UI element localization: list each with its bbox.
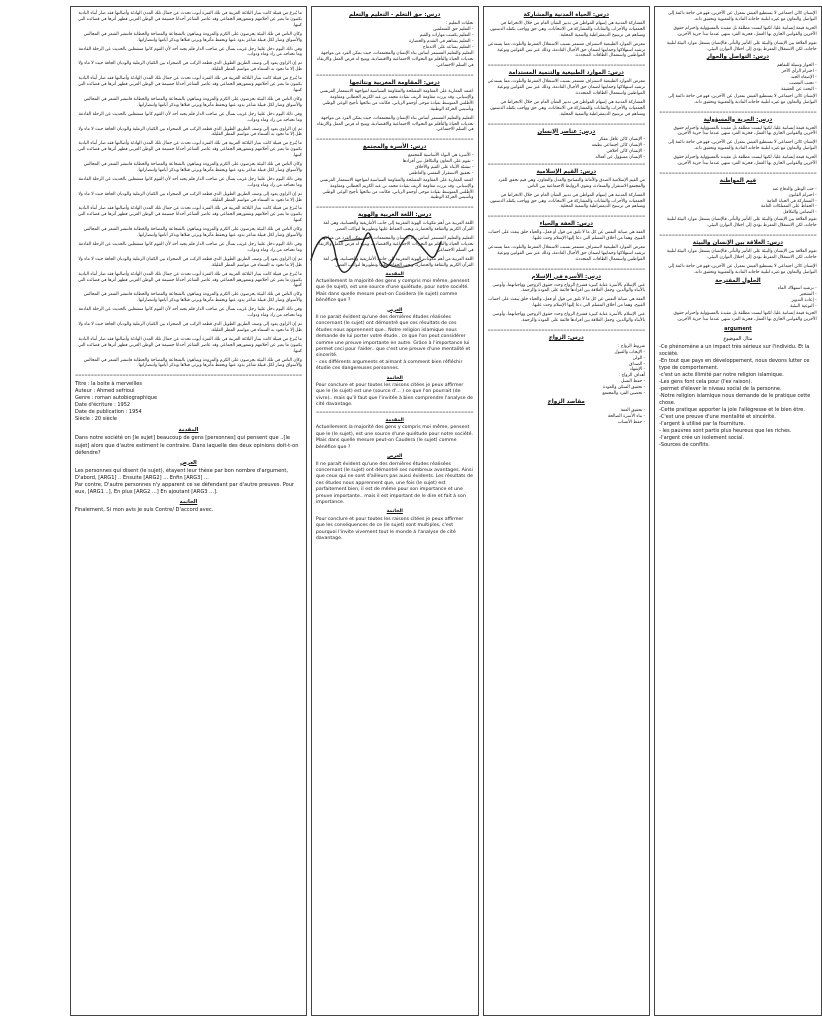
- section-heading: درس: العلاقة بين الإنسان والبيئة: [692, 240, 784, 246]
- essay-question: Mais dans quelle mesure peut-on Cosidera (le sujet) comme bénéfice que ?: [315, 291, 458, 304]
- col1-paragraph: ما يُنزع من قبيلة كانت بتيار البلاغة العربية في تلك الفترة أيوب تحدث عن جمال تلك المدن الهادئة وأصالتها فقد صار أبناء البادية يكتبون ما يعبر عن أحلامهم وشعورهم الجماعي وقد عاصر الشاعر أحداثا جسيمة في الوطن العربي فظهر أثرها في قصائده التي كتبها.: [78, 76, 302, 93]
- list-item: - إعادة التدوير: [791, 298, 817, 304]
- separator-line: ==================================================: [659, 108, 817, 114]
- list-item: - الولي: [632, 355, 646, 361]
- argument-line: -l'argent à utilisé par la fourniture.: [659, 420, 746, 427]
- list-item: - الصداق: [629, 361, 646, 367]
- book-published-date: Date de publication : 1954: [75, 409, 142, 416]
- paragraph: اعتمد المغاربة على المقاومة المسلحة والمقاومة السياسية لمواجهة الاستعمار الفرنسي والإسباني، وقد برزت مقاومة الريف بقيادة محمد بن عبد الكريم الخطابي ومقاومة الأطلس المتوسط بقيادة موحى أوحمو الزياني، فكانت من نتائجها تأجيج الوعي الوطني وتأسيس الحركة الوطنية.: [319, 177, 474, 201]
- book-title: Titre : la boite à merveilles: [75, 381, 142, 388]
- list-item: - التوعية البيئية: [790, 304, 817, 310]
- list-item: أهداف الزواج :: [618, 373, 646, 379]
- list-item: تجليات التعليم :: [445, 20, 474, 26]
- section-label-body: العرض: [387, 307, 403, 313]
- section-heading: درس: الأسرة في الإسلام: [531, 273, 602, 280]
- list-item: - التعليم حق للمتعلمين: [433, 26, 474, 32]
- section-heading: درس: التواصل والحوار: [706, 54, 770, 61]
- col1-paragraph: وكان الناس في تلك البيئة يحرصون على الكرم والمروءة ويتباهون بالشجاعة والفصاحة والخطابة فانتشر الشعر في المجالس والأسواق وصار لكل قبيلة شاعر يذود عنها ويحفظ مآثرها ويرثي قتلاها ويذكر أيامها وانتصاراتها.: [83, 357, 302, 369]
- column-3: [483, 6, 651, 1016]
- argument-line: -Notre religion islamique nous demande de le pratique cette chose.: [659, 392, 811, 406]
- list-item: - تحصين الفرد والمجتمع: [602, 391, 646, 397]
- book-genre: Genre : roman autobiographique: [75, 395, 158, 402]
- section-heading: قيم المواطنة: [719, 177, 757, 184]
- section-heading: درس: الحرية والمسؤولية: [703, 116, 773, 123]
- separator-line: ==================================================: [315, 72, 474, 78]
- list-item: - تحقيق الاستقرار النفسي والعاطفي: [408, 170, 474, 176]
- paragraph: تتعرض الموارد الطبيعية لاستنزاف مستمر بسبب الاستغلال المفرط والتلوث، مما يستدعي ترشيد استهلاكها وحمايتها لضمان حق الأجيال القادمة، وذلك عبر سن القوانين وتوعية المواطنين واستعمال الطاقات المتجددة.: [487, 245, 646, 262]
- section-label-conclusion: الخاتمة: [386, 509, 403, 515]
- argument-line: - les pauvres sont partis plus heureux que les riches.: [659, 427, 792, 434]
- separator-line: ==================================================: [487, 62, 646, 68]
- section-label-intro: المقدمة: [385, 418, 404, 424]
- list-item: - الإشهاد: [629, 367, 646, 373]
- list-item: - تجنب التعصب: [789, 81, 817, 87]
- separator-line: ==================================================: [315, 204, 474, 210]
- paragraph: الحرية قيمة إنسانية عليا، لكنها ليست مطلقة بل مقيدة بالمسؤولية واحترام حقوق الآخرين والقوانين الجاري بها العمل، فحرية الفرد تنتهي عندما تبدأ حرية الآخرين.: [673, 25, 817, 37]
- essay-body-2: Par contre, D'autre personnes n'y apparent ce se défendant par d'autre preuves. Pour eux, [ARG1 ..], En plus [ARG2 ...] En ajoutant [ARG3 ...].: [75, 481, 295, 496]
- list-item: - تقوم على التعاون والتكافل بين أفرادها: [402, 159, 474, 165]
- col1-paragraph: وفي ذلك اليوم دخل علينا رجل غريب يسأل عن صاحب الدار فلم يجبه أحد لأن القوم كانوا منشغلين بالحديث عن الرحلة القادمة وما تحتاجه من زاد وماء ودواب.: [78, 307, 302, 319]
- list-item: - تنشئة الأبناء على القيم والأخلاق: [415, 164, 474, 170]
- list-item: - احترام الرأي الآخر: [781, 69, 817, 75]
- col1-paragraph: ثم إن الراوي يعود إلى وصف الطريق الطويل الذي قطعه الركب في الصحراء بين الكثبان الرملية والوديان الجافة حيث لا ماء ولا ظل إلا ما تجود به السماء في مواسم المطر القليلة.: [78, 256, 302, 268]
- list-item: شروط الزواج :: [617, 343, 646, 349]
- separator-line: ==================================================: [487, 265, 646, 271]
- argument-line: -Sources de conflits.: [659, 441, 710, 448]
- list-item: - تحقيق العفة: [620, 407, 646, 413]
- col1-paragraph: ثم إن الراوي يعود إلى وصف الطريق الطويل الذي قطعه الركب في الصحراء بين الكثبان الرملية والوديان الجافة حيث لا ماء ولا ظل إلا ما تجود به السماء في مواسم المطر القليلة.: [78, 191, 302, 203]
- argument-line: -C'est une preuve d'une mentalité et sincérité.: [659, 413, 776, 420]
- paragraph: اعتمد المغاربة على المقاومة المسلحة والمقاومة السياسية لمواجهة الاستعمار الفرنسي والإسباني، وقد برزت مقاومة الريف بقيادة محمد بن عبد الكريم الخطابي ومقاومة الأطلس المتوسط بقيادة موحى أوحمو الزياني، فكانت من نتائجها تأجيج الوعي الوطني وتأسيس الحركة الوطنية.: [319, 88, 474, 112]
- col1-paragraph: وفي ذلك اليوم دخل علينا رجل غريب يسأل عن صاحب الدار فلم يجبه أحد لأن القوم كانوا منشغلين بالحديث عن الرحلة القادمة وما تحتاجه من زاد وماء ودواب.: [78, 242, 302, 253]
- section-heading: درس: المقاومة المغربية ونتائجها: [349, 80, 440, 87]
- book-century: Siècle : 20 siècle: [75, 416, 117, 423]
- section-heading: درس: الحياة المدنية والمشاركة: [523, 12, 609, 18]
- essay-intro: Actuellement la majorité des gens y compris moi même, pensent que le (le sujet), est une source d'une quiétude pour notre société. Mais dans quelle mesure peut-on Caudera (le sujet) comme bénéfice que ?: [315, 425, 473, 450]
- separator-line: ========================================================================: [75, 372, 302, 378]
- section-heading: مقاصد الزواج: [547, 398, 585, 405]
- col1-paragraph: وكان الناس في تلك البيئة يحرصون على الكرم والمروءة ويتباهون بالشجاعة والفصاحة والخطابة فانتشر الشعر في المجالس والأسواق وصار لكل قبيلة شاعر يذود عنها ويحفظ مآثرها ويرثي قتلاها ويذكر أيامها وانتصاراتها.: [83, 292, 302, 304]
- signature-scribble: [305, 212, 445, 292]
- list-item: - الإيجاب والقبول: [614, 349, 646, 355]
- separator-line: ==================================================: [487, 213, 646, 219]
- column-1: [70, 6, 307, 1016]
- column-2: [311, 6, 479, 1016]
- paragraph: المشاركة المدنية هي إسهام المواطن في تدبير الشأن العام من خلال الانخراط في الجمعيات والأحزاب والنقابات والمشاركة في الانتخابات، وهي حق وواجب يكفله الدستور، وتساهم في ترسيخ الديمقراطية والتنمية المحلية.: [489, 99, 646, 117]
- col1-arabic-text: [75, 11, 302, 369]
- section-heading: درس: اللغة العربية والهوية: [358, 212, 432, 219]
- list-item: - حفظ النسل: [621, 379, 646, 385]
- list-item: - البحث عن الحقيقة: [781, 86, 817, 92]
- section-heading: درس: الأسرة والمجتمع: [362, 144, 427, 151]
- paragraph: تقوم العلاقة بين الإنسان والبيئة على التأثير والتأثر، فالإنسان يستغل موارد البيئة لتلبية حاجاته، لكن الاستغلال المفرط يؤدي إلى اختلال التوازن البيئي.: [666, 248, 817, 260]
- french-arguments-list: [659, 326, 817, 449]
- book-info: [75, 381, 302, 423]
- list-item: - التعليم يساهم في التقدم والحضارة: [408, 38, 474, 44]
- paragraph: التعليم والتعليم المستمر أساس بناء الإنسان والمجتمعات، حيث يمكن الفرد من مواجهة تحديات الحياة والتأقلم مع التحولات الاجتماعية والاقتصادية، ويتيح له فرص العمل والارتقاء في السلم الاجتماعي.: [317, 115, 474, 133]
- separator-line: ==================================================: [315, 408, 474, 414]
- book-author: Auteur : Ahmed sefrioui: [75, 388, 135, 395]
- col1-paragraph: ما يُنزع من قبيلة كانت بتيار البلاغة العربية في تلك الفترة أيوب تحدث عن جمال تلك المدن الهادئة وأصالتها فقد صار أبناء البادية يكتبون ما يعبر عن أحلامهم وشعورهم الجماعي وقد عاصر الشاعر أحداثا جسيمة في الوطن العربي فظهر أثرها في قصائده التي كتبها.: [78, 141, 302, 159]
- french-essay-template-2: [316, 272, 474, 543]
- section-label-body: العرض: [180, 459, 197, 466]
- essay-conclusion: Finalement, Si mon avis je suis Contre/ D'accord avec.: [75, 507, 214, 514]
- list-item: - الإنسان مسؤول عن أفعاله: [595, 155, 646, 161]
- paragraph: تتعرض الموارد الطبيعية لاستنزاف مستمر بسبب الاستغلال المفرط والتلوث، مما يستدعي ترشيد استهلاكها وحمايتها لضمان حق الأجيال القادمة، وذلك عبر سن القوانين وتوعية المواطنين واستعمال الطاقات المتجددة.: [487, 41, 646, 59]
- paragraph: الإنسان كائن اجتماعي لا يستطيع العيش بمعزل عن الآخرين، فهو في حاجة دائمة إلى التواصل والتعاون مع غيره لتلبية حاجاته المادية والمعنوية وتحقيق ذاته.: [668, 11, 817, 22]
- col1-paragraph: وكان الناس في تلك البيئة يحرصون على الكرم والمروءة ويتباهون بالشجاعة والفصاحة والخطابة فانتشر الشعر في المجالس والأسواق وصار لكل قبيلة شاعر يذود عنها ويحفظ مآثرها ويرثي قتلاها ويذكر أيامها وانتصاراتها.: [83, 162, 302, 173]
- paragraph: تقوم العلاقة بين الإنسان والبيئة على التأثير والتأثر، فالإنسان يستغل موارد البيئة لتلبية حاجاته، لكن الاستغلال المفرط يؤدي إلى اختلال التوازن البيئي.: [666, 217, 817, 229]
- argument-line: -Cette pratique apporter la joie l'allègresse et le bien être.: [659, 406, 805, 413]
- essay-body-1: Les personnes qui disent (le sujet), étayent leur thèse par bon nombre d'argument, D'abord, [ARG1] .. Ensuite [ARG2] ... Enfin [ARG3] ...: [75, 467, 289, 481]
- paragraph: المشاركة المدنية هي إسهام المواطن في تدبير الشأن العام من خلال الانخراط في الجمعيات والأحزاب والنقابات والمشاركة في الانتخابات، وهي حق وواجب يكفله الدستور، وتساهم في ترسيخ الديمقراطية والتنمية المحلية.: [489, 20, 646, 38]
- paragraph: من القيم الإسلامية الصدق والأمانة والتسامح والعدل والتعاون، وهي قيم تحقق للفرد والمجتمع الاستقرار والسعادة، وتقوي الروابط الاجتماعية بين الناس.: [498, 177, 646, 189]
- section-heading: درس: القيم الإسلامية: [536, 168, 597, 175]
- essay-body-3: Il ne paraît évident qu'une des dernières études réalisées concernant (le sujet) ont démontré ses nombreux avantages. Ainsi que ceux qui ne sont d'ailleurs pas aussi évidents. Les résultats de ces études nous apprennent que, une fois (le sujet) est parfaitement bien, il est de même pour son importance et une preuve importante.. mais il est important de le dire et fait à son importance.: [315, 461, 473, 505]
- paragraph: تقوم العلاقة بين الإنسان والبيئة على التأثير والتأثر، فالإنسان يستغل موارد البيئة لتلبية حاجاته، لكن الاستغلال المفرط يؤدي إلى اختلال التوازن البيئي.: [666, 40, 817, 52]
- essay-intro: Dans notre société on [le sujet] beaucoup de gens [personnes] qui pensent que ..[le sujet] alors que d'autre estiment le contraire. Dans laquelle des deux opinions doit-t-on défendre?: [75, 435, 299, 456]
- argument-line: -c'est un acte illimité par notre religion islamique.: [659, 371, 784, 378]
- list-item: - بناء الأسرة الصالحة: [607, 413, 646, 419]
- essay-intro: Actuellement la majorité des gens y compris moi même, pensent que (le sujet), est une source d'une quiétude, pour notre société.: [315, 278, 470, 291]
- col1-paragraph: ما يُنزع من قبيلة كانت بتيار البلاغة العربية في تلك الفترة أيوب تحدث عن جمال تلك المدن الهادئة وأصالتها فقد صار أبناء البادية يكتبون ما يعبر عن أحلامهم وشعورهم الجماعي وقد عاصر الشاعر أحداثا جسيمة في الوطن العربي فظهر أثرها في قصائده التي كتبها.: [78, 271, 302, 289]
- list-item: - الحفاظ على الممتلكات العامة: [760, 204, 817, 210]
- list-item: - الإنسان كائن اجتماعي بطبعه: [591, 143, 646, 149]
- list-item: - التعليم يساعد على الاندماج: [422, 44, 474, 50]
- list-item: - الحوار وسيلة للتفاهم: [776, 63, 817, 69]
- list-item: - تحقيق السكن والمودة: [603, 385, 646, 391]
- argument-line: -l'argent crée un isolement social.: [659, 434, 745, 441]
- document-page: [70, 0, 817, 1024]
- col1-paragraph: وفي ذلك اليوم دخل علينا رجل غريب يسأل عن صاحب الدار فلم يجبه أحد لأن القوم كانوا منشغلين بالحديث عن الرحلة القادمة وما تحتاجه من زاد وماء ودواب.: [78, 176, 302, 188]
- section-label-intro: المقدمة: [178, 427, 199, 434]
- paragraph: الإنسان كائن اجتماعي لا يستطيع العيش بمعزل عن الآخرين، فهو في حاجة دائمة إلى التواصل والتعاون مع غيره لتلبية حاجاته المادية والمعنوية وتحقيق ذاته.: [668, 263, 817, 275]
- column-4: [654, 6, 822, 1016]
- list-item: - حفظ الأنساب: [617, 419, 646, 425]
- paragraph: الإنسان كائن اجتماعي لا يستطيع العيش بمعزل عن الآخرين، فهو في حاجة دائمة إلى التواصل والتعاون مع غيره لتلبية حاجاته المادية والمعنوية وتحقيق ذاته.: [668, 93, 817, 105]
- section-label-conclusion: الخاتمة: [179, 499, 198, 506]
- section-heading: درس: حق التعلم - التعليم والتعلم: [349, 12, 441, 18]
- list-item: - ترشيد استهلاك الماء: [777, 286, 817, 292]
- list-item: - الإنسان كائن عاقل مفكر: [598, 137, 646, 143]
- section-heading: درس: العفة والحياء: [539, 221, 593, 228]
- paragraph: الحرية قيمة إنسانية عليا، لكنها ليست مطلقة بل مقيدة بالمسؤولية واحترام حقوق الآخرين والقوانين الجاري بها العمل، فحرية الفرد تنتهي عندما تبدأ حرية الآخرين.: [673, 125, 817, 137]
- paragraph: التعليم والتعليم المستمر أساس بناء الإنسان والمجتمعات، حيث يمكن الفرد من مواجهة تحديات الحياة والتأقلم مع التحولات الاجتماعية والاقتصادية، ويتيح له فرص العمل والارتقاء في السلم الاجتماعي.: [317, 51, 474, 69]
- french-essay-template-1: [75, 427, 302, 514]
- section-label-intro: المقدمة: [385, 271, 404, 277]
- list-item: - المشاركة في الحياة العامة: [766, 198, 817, 204]
- list-item: - التضامن والتكافل: [783, 210, 817, 216]
- argument-line: -En tout que pays en développement, nous devons lutter ce type de comportement.: [659, 357, 810, 371]
- section-label-conclusion: الخاتمة: [386, 375, 403, 381]
- col1-paragraph: ثم إن الراوي يعود إلى وصف الطريق الطويل الذي قطعه الركب في الصحراء بين الكثبان الرملية والوديان الجافة حيث لا ماء ولا ظل إلا ما تجود به السماء في مواسم المطر القليلة.: [78, 321, 302, 333]
- section-heading: درس: الموارد الطبيعية والتنمية المستدامة: [508, 70, 624, 77]
- col1-paragraph: وكان الناس في تلك البيئة يحرصون على الكرم والمروءة ويتباهون بالشجاعة والفصاحة والخطابة فانتشر الشعر في المجالس والأسواق وصار لكل قبيلة شاعر يذود عنها ويحفظ مآثرها ويرثي قتلاها ويذكر أيامها وانتصاراتها.: [83, 227, 302, 239]
- paragraph: تتعرض الموارد الطبيعية لاستنزاف مستمر بسبب الاستغلال المفرط والتلوث، مما يستدعي ترشيد استهلاكها وحمايتها لضمان حق الأجيال القادمة، وذلك عبر سن القوانين وتوعية المواطنين واستعمال الطاقات المتجددة.: [487, 79, 646, 96]
- separator-line: ==================================================: [487, 120, 646, 126]
- paragraph: اللغة العربية من أهم مكونات الهوية المغربية إلى جانب الأمازيغية والحسانية، وهي لغة القرآن الكريم والثقافة والحضارة، ويجب الحفاظ عليها وتطويرها لتواكب العصر.: [323, 221, 474, 233]
- section-heading: درس: الزواج: [548, 334, 584, 341]
- list-item: - التشجير: [799, 292, 817, 298]
- col1-paragraph: وفي ذلك اليوم دخل علينا رجل غريب يسأل عن صاحب الدار فلم يجبه أحد لأن القوم كانوا منشغلين بالحديث عن الرحلة القادمة وما تحتاجه من زاد وماء ودواب.: [78, 46, 302, 58]
- book-written-date: Date d'écriture : 1952: [75, 402, 131, 409]
- paragraph: العفة هي صيانة النفس عن كل ما لا يليق من قول أو فعل، والحياء خلق يبعث على اجتناب القبيح، وهما من أخلاق المسلم التي دعا إليها الإسلام وحث عليها.: [488, 297, 646, 309]
- essay-conclusion: Pour conclure et pour toutes les raisons citées je peux affirmer que le (le sujet) est une (source d'... ) ce que l'on pourrait (de vivre).. mais qu'il faut que l'invitée à bien comprendre l'analyse de cité davantage.: [315, 383, 473, 408]
- paragraph: الإنسان كائن اجتماعي لا يستطيع العيش بمعزل عن الآخرين، فهو في حاجة دائمة إلى التواصل والتعاون مع غيره لتلبية حاجاته المادية والمعنوية وتحقيق ذاته.: [668, 140, 817, 152]
- list-item: - التعليم يكسب مهارات والقيم: [419, 32, 474, 38]
- list-item: - الأسرة هي النواة الأساسية للمجتمع: [408, 153, 474, 159]
- col1-paragraph: وفي ذلك اليوم دخل علينا رجل غريب يسأل عن صاحب الدار فلم يجبه أحد لأن القوم كانوا منشغلين بالحديث عن الرحلة القادمة وما تحتاجه من زاد وماء ودواب.: [78, 111, 302, 123]
- section-label-body: العرض: [387, 454, 403, 460]
- essay-body-1: Il ne parait évident qu'une des dernières études réalisées concernant (le sujet) ont démontré que ces résultats de ces études nous apprennent que.. Notre religion islamique nous demande de lui porter votre étude.. ce que l'on peut considérer comme une preuve importante en autre. Grâce à l'importance lui permet ceci pour l'aider.. que c'est une preuve d'une mentalité et sincerité.: [315, 314, 471, 359]
- col1-paragraph: وكان الناس في تلك البيئة يحرصون على الكرم والمروءة ويتباهون بالشجاعة والفصاحة والخطابة فانتشر الشعر في المجالس والأسواق وصار لكل قبيلة شاعر يذود عنها ويحفظ مآثرها ويرثي قتلاها ويذكر أيامها وانتصاراتها.: [83, 96, 302, 108]
- essay-body-2: - ces différents arguments et aimant à comment bien réfléchir étudie ces dangereuses personnes.: [315, 359, 463, 372]
- section-heading: الحلول المقترحة: [715, 277, 761, 284]
- col4-arabic-text: [659, 11, 817, 323]
- col1-paragraph: وكان الناس في تلك البيئة يحرصون على الكرم والمروءة ويتباهون بالشجاعة والفصاحة والخطابة فانتشر الشعر في المجالس والأسواق وصار لكل قبيلة شاعر يذود عنها ويحفظ مآثرها ويرثي قتلاها ويذكر أيامها وانتصاراتها.: [83, 31, 302, 43]
- paragraph: عني الإسلام بالأسرة عناية كبيرة فشرع الزواج وحدد حقوق الزوجين وواجباتهما، وأوصى بالأبناء والوالدين، وجعل العلاقة بين أفرادها قائمة على المودة والرحمة.: [492, 312, 646, 324]
- essay-conclusion: Pour conclure et pour toutes les raisons citées je peux affirmer que les conséquences de ce (le sujet) sont multiples, c'est pourquoi l'invite vivement tout le monde à l'analyse de cité davantage.: [315, 516, 464, 541]
- arguments-heading: argument: [724, 325, 752, 332]
- list-item: - الإصغاء الجيد: [790, 75, 817, 81]
- paragraph: المشاركة المدنية هي إسهام المواطن في تدبير الشأن العام من خلال الانخراط في الجمعيات والأحزاب والنقابات والمشاركة في الانتخابات، وهي حق وواجب يكفله الدستور، وتساهم في ترسيخ الديمقراطية والتنمية المحلية.: [489, 192, 646, 210]
- example-label: مثال الموضوع: [723, 335, 753, 342]
- col3-arabic-text: [488, 13, 646, 426]
- paragraph: الحرية قيمة إنسانية عليا، لكنها ليست مطلقة بل مقيدة بالمسؤولية واحترام حقوق الآخرين والقوانين الجاري بها العمل، فحرية الفرد تنتهي عندما تبدأ حرية الآخرين.: [673, 155, 817, 167]
- separator-line: ==================================================: [315, 136, 474, 142]
- paragraph: الحرية قيمة إنسانية عليا، لكنها ليست مطلقة بل مقيدة بالمسؤولية واحترام حقوق الآخرين والقوانين الجاري بها العمل، فحرية الفرد تنتهي عندما تبدأ حرية الآخرين.: [673, 311, 817, 322]
- separator-line: ==================================================: [659, 232, 817, 238]
- separator-line: ==================================================: [659, 169, 817, 175]
- paragraph: العفة هي صيانة النفس عن كل ما لا يليق من قول أو فعل، والحياء خلق يبعث على اجتناب القبيح، وهما من أخلاق المسلم التي دعا إليها الإسلام وحث عليها.: [488, 230, 646, 242]
- col1-paragraph: ما يُنزع من قبيلة كانت بتيار البلاغة العربية في تلك الفترة أيوب تحدث عن جمال تلك المدن الهادئة وأصالتها فقد صار أبناء البادية يكتبون ما يعبر عن أحلامهم وشعورهم الجماعي وقد عاصر الشاعر أحداثا جسيمة في الوطن العربي فظهر أثرها في قصائده التي كتبها.: [78, 11, 302, 28]
- col1-paragraph: ما يُنزع من قبيلة كانت بتيار البلاغة العربية في تلك الفترة أيوب تحدث عن جمال تلك المدن الهادئة وأصالتها فقد صار أبناء البادية يكتبون ما يعبر عن أحلامهم وشعورهم الجماعي وقد عاصر الشاعر أحداثا جسيمة في الوطن العربي فظهر أثرها في قصائده التي كتبها.: [78, 336, 302, 354]
- list-item: - الإنسان كائن أخلاقي: [606, 149, 646, 155]
- argument-line: -Les gens font cela pour (l'ex raison).: [659, 378, 753, 385]
- col1-paragraph: ما يُنزع من قبيلة كانت بتيار البلاغة العربية في تلك الفترة أيوب تحدث عن جمال تلك المدن الهادئة وأصالتها فقد صار أبناء البادية يكتبون ما يعبر عن أحلامهم وشعورهم الجماعي وقد عاصر الشاعر أحداثا جسيمة في الوطن العربي فظهر أثرها في قصائده التي كتبها.: [78, 206, 302, 224]
- list-item: - حب الوطن والدفاع عنه: [772, 186, 817, 192]
- separator-line: ==================================================: [487, 161, 646, 167]
- separator-line: ==================================================: [487, 326, 646, 332]
- paragraph: التعليم والتعليم المستمر أساس بناء الإنسان والمجتمعات، حيث يمكن الفرد من مواجهة تحديات الحياة والتأقلم مع التحولات الاجتماعية والاقتصادية، ويتيح له فرص العمل والارتقاء في السلم الاجتماعي.: [317, 236, 474, 253]
- argument-line: -Ce phénomène a un impact très sérieux sur l'individu. Et la société.: [659, 343, 810, 357]
- paragraph: عني الإسلام بالأسرة عناية كبيرة فشرع الزواج وحدد حقوق الزوجين وواجباتهما، وأوصى بالأبناء والوالدين، وجعل العلاقة بين أفرادها قائمة على المودة والرحمة.: [492, 282, 646, 294]
- list-item: - احترام القانون: [788, 192, 817, 198]
- section-heading: درس: عناصر الإنسان: [537, 128, 596, 135]
- paragraph: اللغة العربية من أهم مكونات الهوية المغربية إلى جانب الأمازيغية والحسانية، وهي لغة القرآن الكريم والثقافة والحضارة، ويجب الحفاظ عليها وتطويرها لتواكب العصر.: [323, 256, 474, 268]
- argument-line: -permet d'élever le niveau social de la personne.: [659, 385, 782, 392]
- col1-paragraph: ثم إن الراوي يعود إلى وصف الطريق الطويل الذي قطعه الركب في الصحراء بين الكثبان الرملية والوديان الجافة حيث لا ماء ولا ظل إلا ما تجود به السماء في مواسم المطر القليلة.: [78, 61, 302, 73]
- col1-paragraph: ثم إن الراوي يعود إلى وصف الطريق الطويل الذي قطعه الركب في الصحراء بين الكثبان الرملية والوديان الجافة حيث لا ماء ولا ظل إلا ما تجود به السماء في مواسم المطر القليلة.: [78, 126, 302, 138]
